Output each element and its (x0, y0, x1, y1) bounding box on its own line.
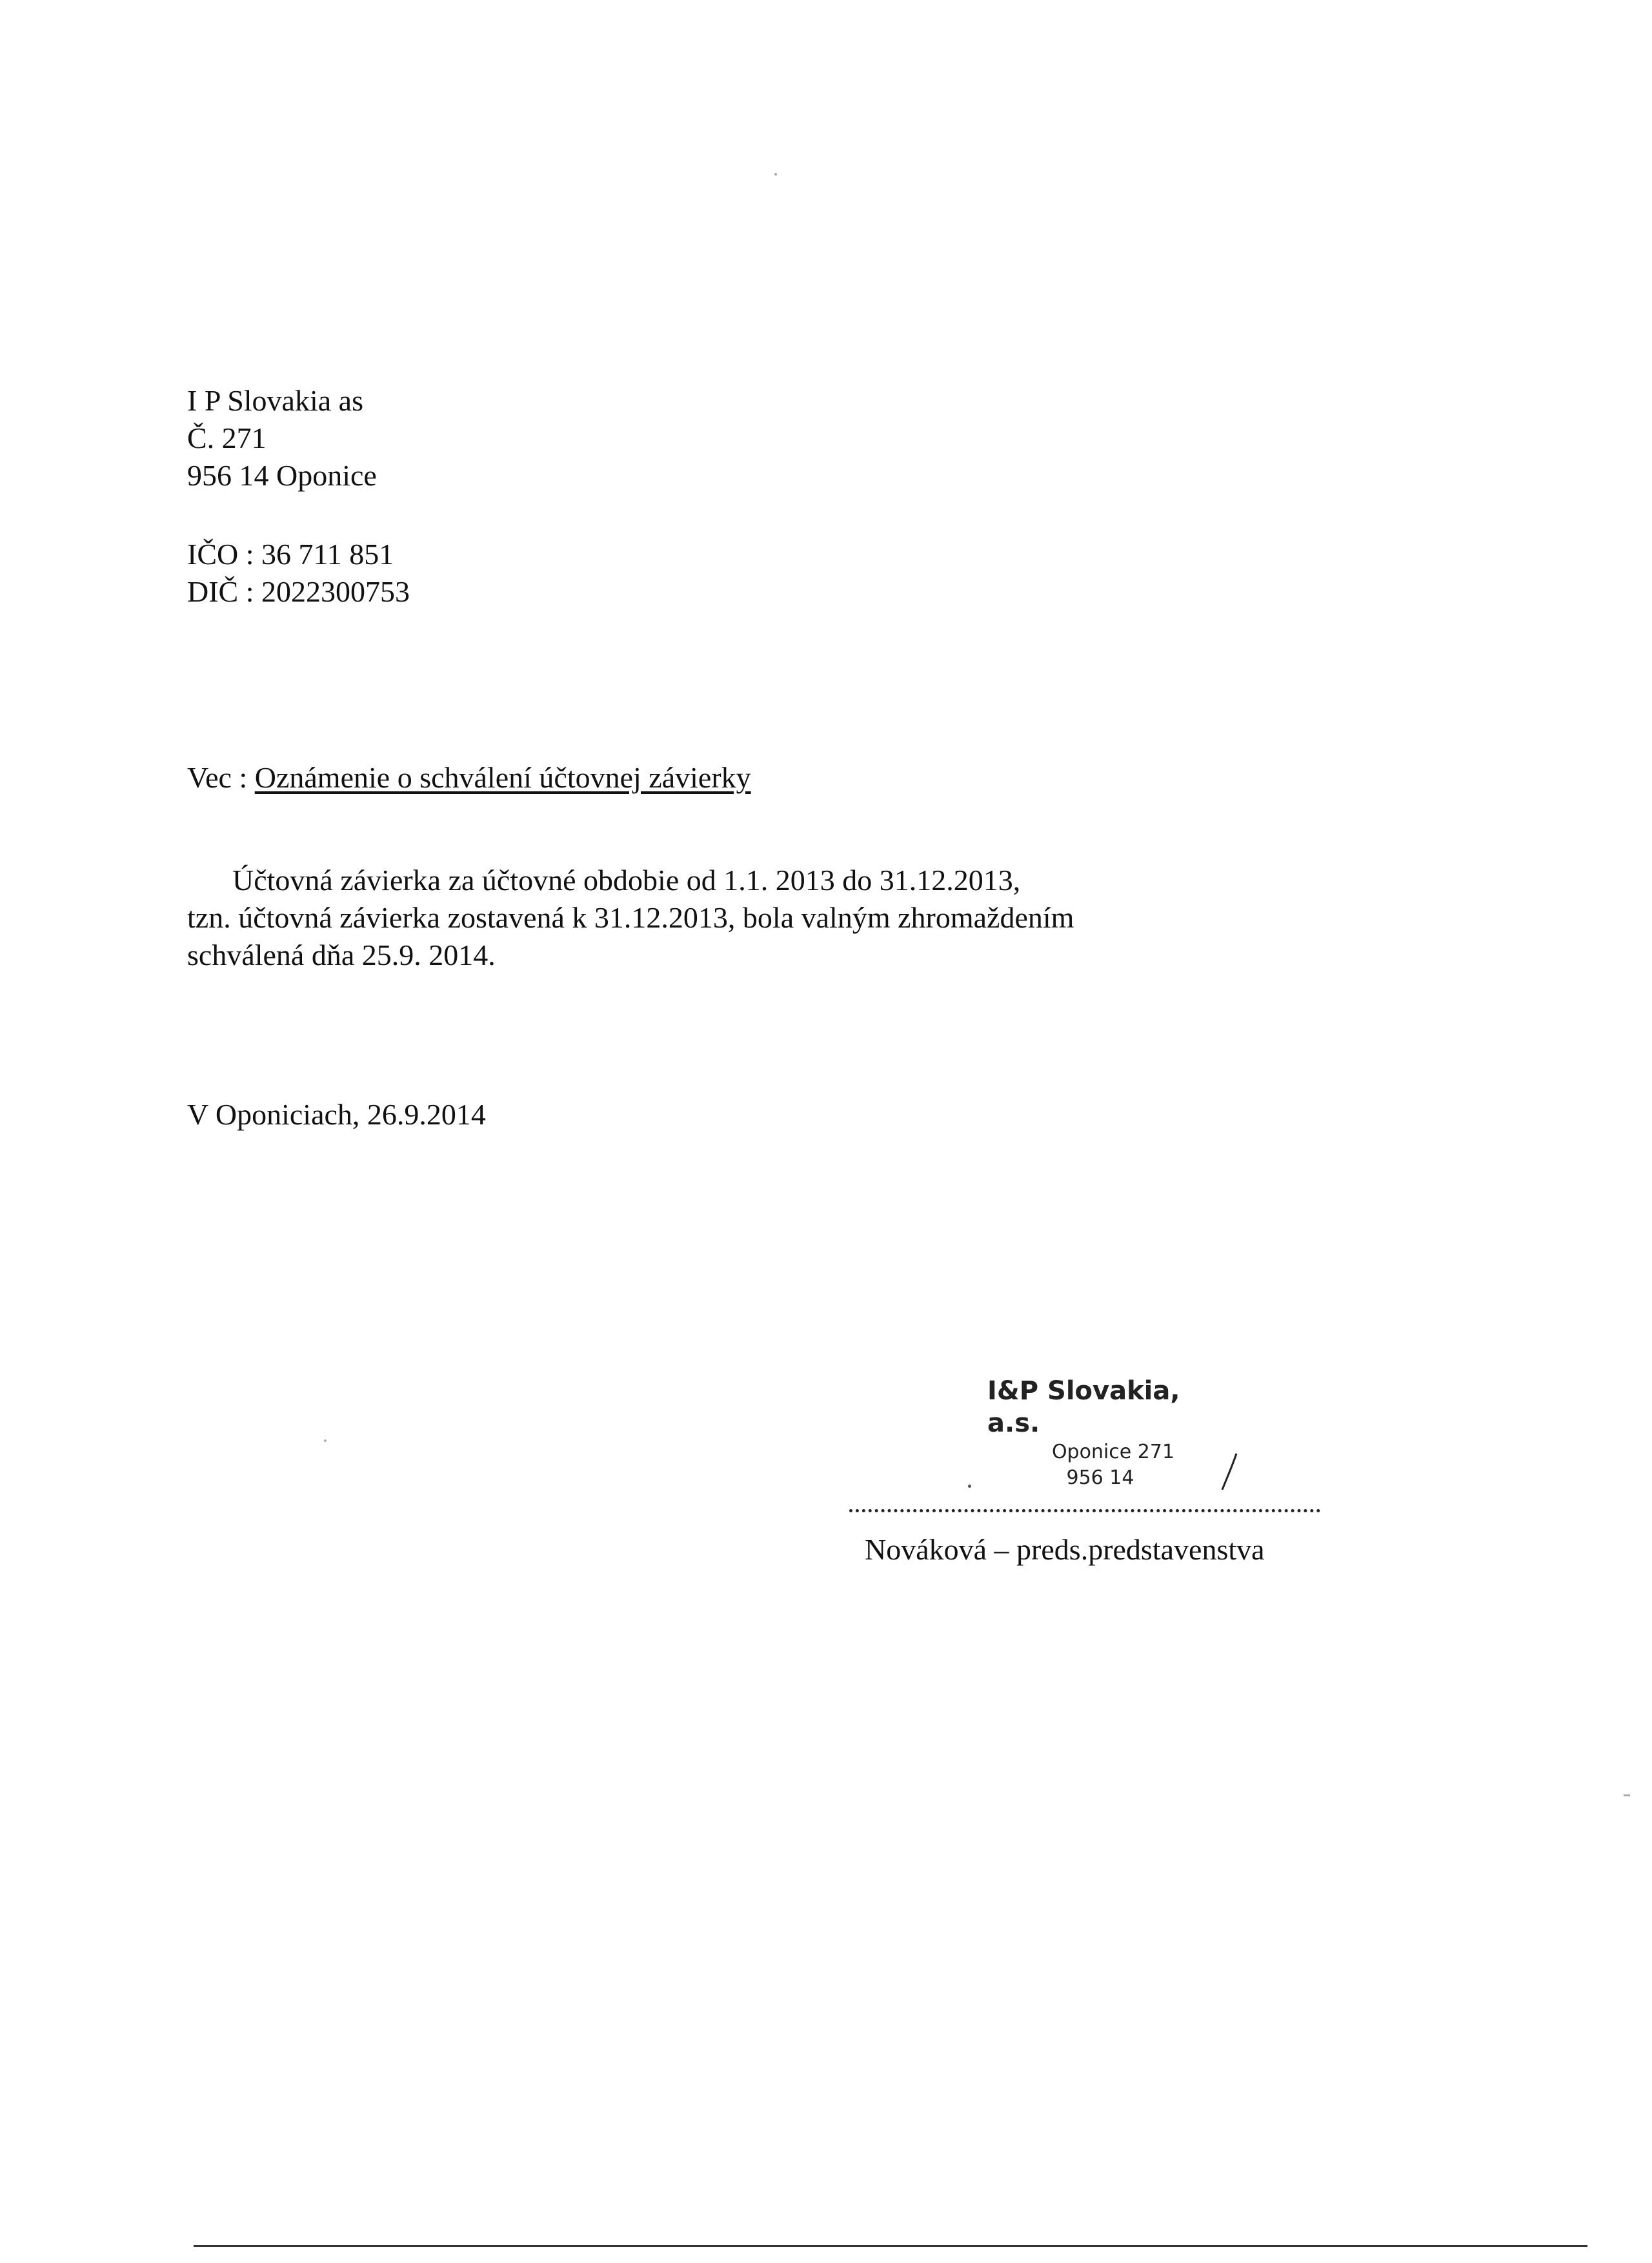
scan-speck (774, 173, 777, 176)
company-stamp (981, 1375, 1239, 1491)
scan-speck (968, 1485, 971, 1488)
sender-ico: IČO : 36 711 851 (187, 538, 394, 571)
body-paragraph (187, 862, 1074, 974)
signature-stroke-icon (1220, 1452, 1239, 1491)
stamp-postcode: 956 14 (1066, 1466, 1134, 1489)
sender-city: 956 14 Oponice (187, 459, 377, 492)
stamp-street: Oponice 271 (1051, 1441, 1175, 1463)
subject-line (187, 759, 751, 797)
sender-identifiers (187, 536, 410, 611)
sender-address (187, 382, 377, 494)
sender-dic: DIČ : 2022300753 (187, 575, 410, 608)
scan-speck (324, 1439, 327, 1442)
body-line-3: schválená dňa 25.9. 2014. (187, 939, 496, 971)
body-line-1: Účtovná závierka za účtovné obdobie od 1.1. 2013 do 31.12.2013, (232, 864, 1021, 897)
place-date: V Oponiciach, 26.9.2014 (187, 1098, 486, 1131)
stamp-company-name: I&P Slovakia, a.s. (987, 1376, 1180, 1438)
subject-prefix: Vec : (187, 761, 255, 794)
bottom-scan-edge (194, 2245, 1587, 2247)
sender-name: I P Slovakia as (187, 384, 363, 417)
subject-text: Oznámenie o schválení účtovnej závierky (254, 761, 751, 794)
body-line-2: tzn. účtovná závierka zostavená k 31.12.2013, bola valným zhromaždením (187, 901, 1074, 934)
signer-name: Nováková – preds.predstavenstva (865, 1533, 1265, 1566)
signature-dotted-line (849, 1503, 1320, 1512)
scan-speck (1624, 1794, 1630, 1796)
sender-street: Č. 271 (187, 421, 267, 454)
